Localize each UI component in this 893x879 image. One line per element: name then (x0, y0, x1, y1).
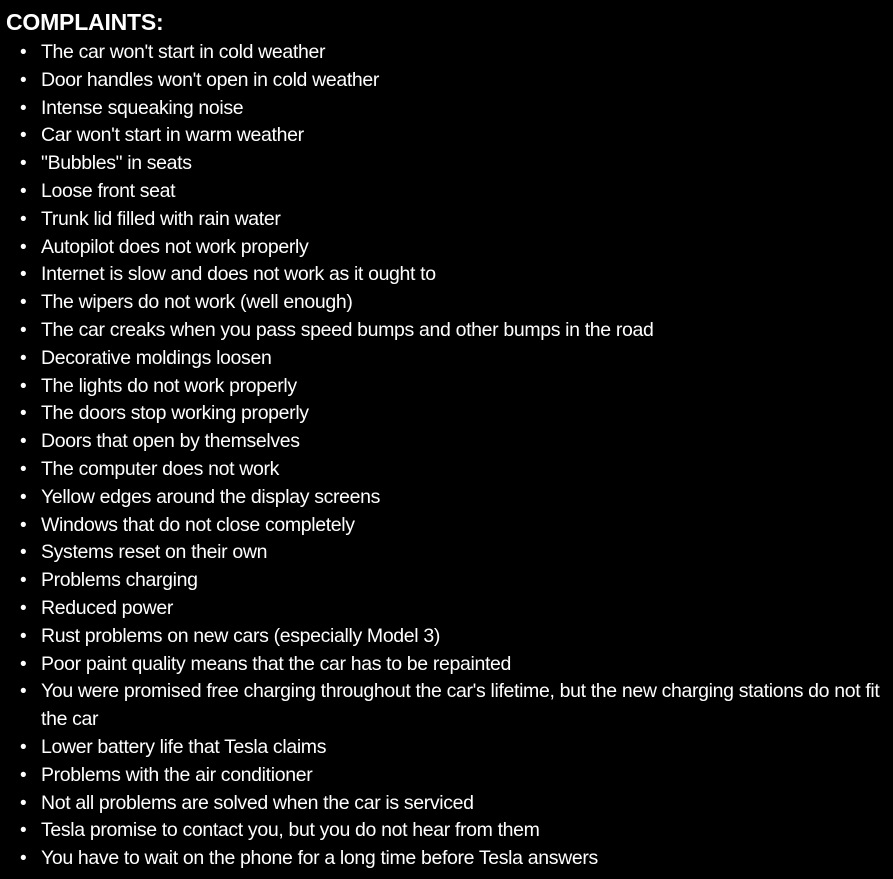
list-item-text: The car creaks when you pass speed bumps and other bumps in the road (41, 318, 654, 341)
bullet-icon: • (20, 653, 27, 675)
list-item (6, 373, 891, 401)
bullet-icon: • (20, 264, 27, 286)
bullet-icon: • (20, 403, 27, 425)
bullet-icon: • (20, 153, 27, 175)
list-item-text: The car won't start in cold weather (41, 41, 326, 63)
bullet-icon: • (20, 514, 27, 536)
list-item-text: Systems reset on their own (41, 541, 268, 564)
list-item (6, 734, 891, 762)
bullet-icon: • (20, 625, 27, 647)
bullet-icon: • (20, 375, 27, 397)
list-item-text: You were promised free charging throughout the car's lifetime, but the new charging stations do not fit the car (41, 680, 880, 731)
bullet-icon: • (20, 848, 27, 870)
bullet-icon: • (20, 42, 27, 63)
list-item-text: Poor paint quality means that the car has to be repainted (41, 652, 512, 675)
bullet-icon: • (20, 180, 27, 202)
bullet-icon: • (20, 431, 27, 453)
bullet-icon: • (20, 69, 27, 91)
list-item (6, 762, 891, 790)
list-item-text: Trunk lid filled with rain water (41, 207, 281, 230)
list-item-text: The wipers do not work (well enough) (41, 291, 353, 314)
complaints-heading: COMPLAINTS: (6, 9, 164, 35)
list-item-text: Lower battery life that Tesla claims (41, 735, 327, 758)
list-item-text: Windows that do not close completely (41, 513, 355, 536)
list-item (6, 817, 891, 845)
list-item (6, 178, 891, 206)
list-item-text: Loose front seat (41, 179, 176, 202)
list-item (6, 623, 891, 651)
list-item (6, 67, 891, 95)
complaints-list (6, 39, 893, 873)
list-item-text: The doors stop working properly (41, 402, 309, 425)
list-item (6, 345, 891, 373)
list-item (6, 317, 891, 345)
list-item-text: Tesla promise to contact you, but you do not hear from them (41, 819, 540, 842)
bullet-icon: • (20, 125, 27, 147)
bullet-icon: • (20, 570, 27, 592)
list-item (6, 206, 891, 234)
list-item (6, 484, 891, 512)
list-item-text: Reduced power (41, 596, 174, 619)
list-item (6, 400, 891, 428)
bullet-icon: • (20, 486, 27, 508)
bullet-icon: • (20, 681, 27, 703)
bullet-icon: • (20, 792, 27, 814)
bullet-icon: • (20, 97, 27, 119)
list-item-text: Intense squeaking noise (41, 96, 244, 119)
list-item (6, 512, 891, 540)
list-item-text: Problems charging (41, 569, 198, 592)
bullet-icon: • (20, 736, 27, 758)
list-item (6, 234, 891, 262)
list-item-text: Internet is slow and does not work as it ought to (41, 263, 436, 286)
bullet-icon: • (20, 597, 27, 619)
list-item-text: "Bubbles" in seats (41, 152, 192, 175)
list-item (6, 790, 891, 818)
list-item-text: Autopilot does not work properly (41, 235, 309, 258)
bullet-icon: • (20, 208, 27, 230)
list-item-text: Car won't start in warm weather (41, 124, 304, 147)
list-item (6, 539, 891, 567)
list-item-text: Not all problems are solved when the car is serviced (41, 791, 474, 814)
bullet-icon: • (20, 347, 27, 369)
bullet-icon: • (20, 319, 27, 341)
list-item-text: Decorative moldings loosen (41, 346, 272, 369)
bullet-icon: • (20, 292, 27, 314)
bullet-icon: • (20, 458, 27, 480)
list-item-text: Rust problems on new cars (especially Model 3) (41, 624, 440, 647)
bullet-icon: • (20, 764, 27, 786)
list-item (6, 567, 891, 595)
bullet-icon: • (20, 542, 27, 564)
list-item (6, 95, 891, 123)
list-item (6, 845, 891, 873)
list-item (6, 39, 891, 67)
list-item (6, 428, 891, 456)
list-item (6, 122, 891, 150)
bullet-icon: • (20, 236, 27, 258)
list-item-text: Doors that open by themselves (41, 430, 300, 453)
list-item-text: The computer does not work (41, 457, 280, 480)
list-item-text: You have to wait on the phone for a long time before Tesla answers (41, 847, 598, 870)
list-item (6, 595, 891, 623)
list-item (6, 261, 891, 289)
list-item-text: Yellow edges around the display screens (41, 485, 381, 508)
list-item (6, 651, 891, 679)
list-item (6, 678, 891, 734)
list-item (6, 456, 891, 484)
list-item-text: The lights do not work properly (41, 374, 297, 397)
list-item (6, 150, 891, 178)
list-item (6, 289, 891, 317)
list-item-text: Door handles won't open in cold weather (41, 68, 380, 91)
list-item-text: Problems with the air conditioner (41, 763, 313, 786)
bullet-icon: • (20, 820, 27, 842)
